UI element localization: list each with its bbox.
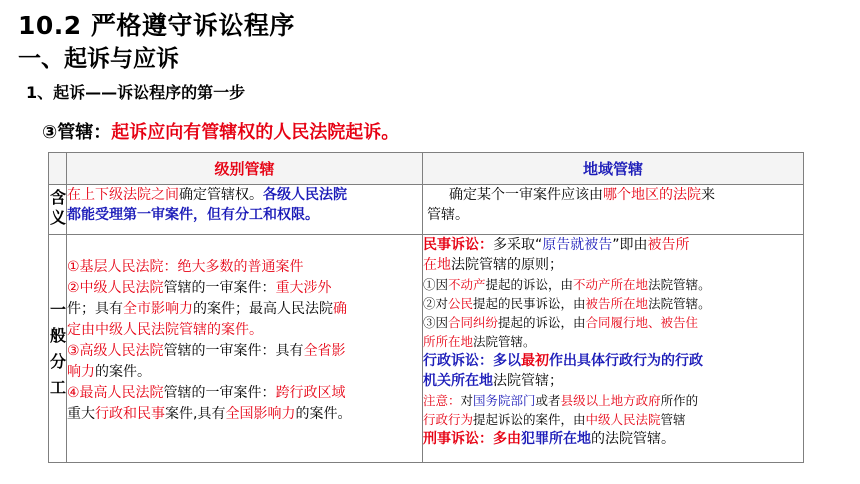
text-line: 行政行为提起诉讼的案件，由中级人民法院管辖	[423, 412, 686, 427]
row-label-text: 一般分工	[49, 299, 66, 397]
table-row-meaning	[49, 185, 804, 235]
jurisdiction-table	[48, 152, 804, 463]
point-prefix: ③管辖：	[42, 122, 112, 143]
text-fragment: 在上下级法院之间	[67, 187, 179, 203]
subsection-heading: 1、起诉——诉讼程序的第一步	[26, 83, 246, 102]
text-line: 注意：对国务院部门或者县级以上地方政府所作的	[423, 393, 699, 408]
header-level-jurisdiction: 级别管辖	[67, 153, 423, 185]
text-line: 刑事诉讼：多由犯罪所在地的法院管辖。	[423, 431, 675, 447]
text-line: ③因合同纠纷提起的诉讼，由合同履行地、被告住	[423, 315, 699, 330]
page-title: 10.2 严格遵守诉讼程序	[18, 11, 295, 40]
division-level-cell	[67, 235, 423, 463]
text-fragment: 都能受理第一审案件，但有分工和权限。	[67, 207, 319, 223]
text-line: 响力的案件。	[67, 364, 151, 380]
corner-cell	[49, 153, 67, 185]
meaning-level-cell	[67, 185, 423, 235]
table-header-row	[49, 153, 804, 185]
text-line: 民事诉讼：多采取“原告就被告”即由被告所	[423, 237, 690, 253]
text-line: ③高级人民法院管辖的一审案件：具有全省影	[67, 343, 346, 359]
text-line: ④最高人民法院管辖的一审案件：跨行政区域	[67, 385, 346, 401]
row-label-division	[49, 235, 67, 463]
row-label-meaning	[49, 185, 67, 235]
text-fragment: 确定管辖权。	[179, 187, 263, 203]
text-line: 行政诉讼：多以最初作出具体行政行为的行政	[423, 353, 703, 369]
text-fragment: 哪个地区的法院	[603, 187, 701, 203]
text-fragment: 来	[701, 187, 715, 203]
text-line: 定由中级人民法院管辖的案件。	[67, 322, 263, 338]
text-line: 在地法院管辖的原则；	[423, 257, 563, 273]
meaning-territorial-cell	[423, 185, 804, 235]
text-fragment: 各级人民法院	[263, 187, 347, 203]
header-territorial-jurisdiction: 地域管辖	[423, 153, 804, 185]
text-line: 件；具有全市影响力的案件；最高人民法院确	[67, 301, 347, 317]
text-line: 所所在地法院管辖。	[423, 334, 536, 349]
row-label-text: 含义	[49, 188, 66, 227]
jurisdiction-point	[42, 118, 399, 144]
text-line: ①因不动产提起的诉讼，由不动产所在地法院管辖。	[423, 277, 711, 292]
text-fragment: 确定某个一审案件应该由	[449, 187, 603, 203]
text-line: ②对公民提起的民事诉讼，由被告所在地法院管辖。	[423, 296, 711, 311]
division-territorial-cell	[423, 235, 804, 463]
section-heading: 一、起诉与应诉	[18, 46, 179, 72]
text-fragment: 管辖。	[427, 207, 469, 223]
text-line: ①基层人民法院：绝大多数的普通案件	[67, 259, 304, 275]
table-row-division	[49, 235, 804, 463]
point-text: 起诉应向有管辖权的人民法院起诉。	[111, 122, 400, 143]
text-line: 机关所在地法院管辖；	[423, 373, 563, 389]
text-line: ②中级人民法院管辖的一审案件：重大涉外	[67, 280, 332, 296]
text-line: 重大行政和民事案件,具有全国影响力的案件。	[67, 406, 352, 422]
